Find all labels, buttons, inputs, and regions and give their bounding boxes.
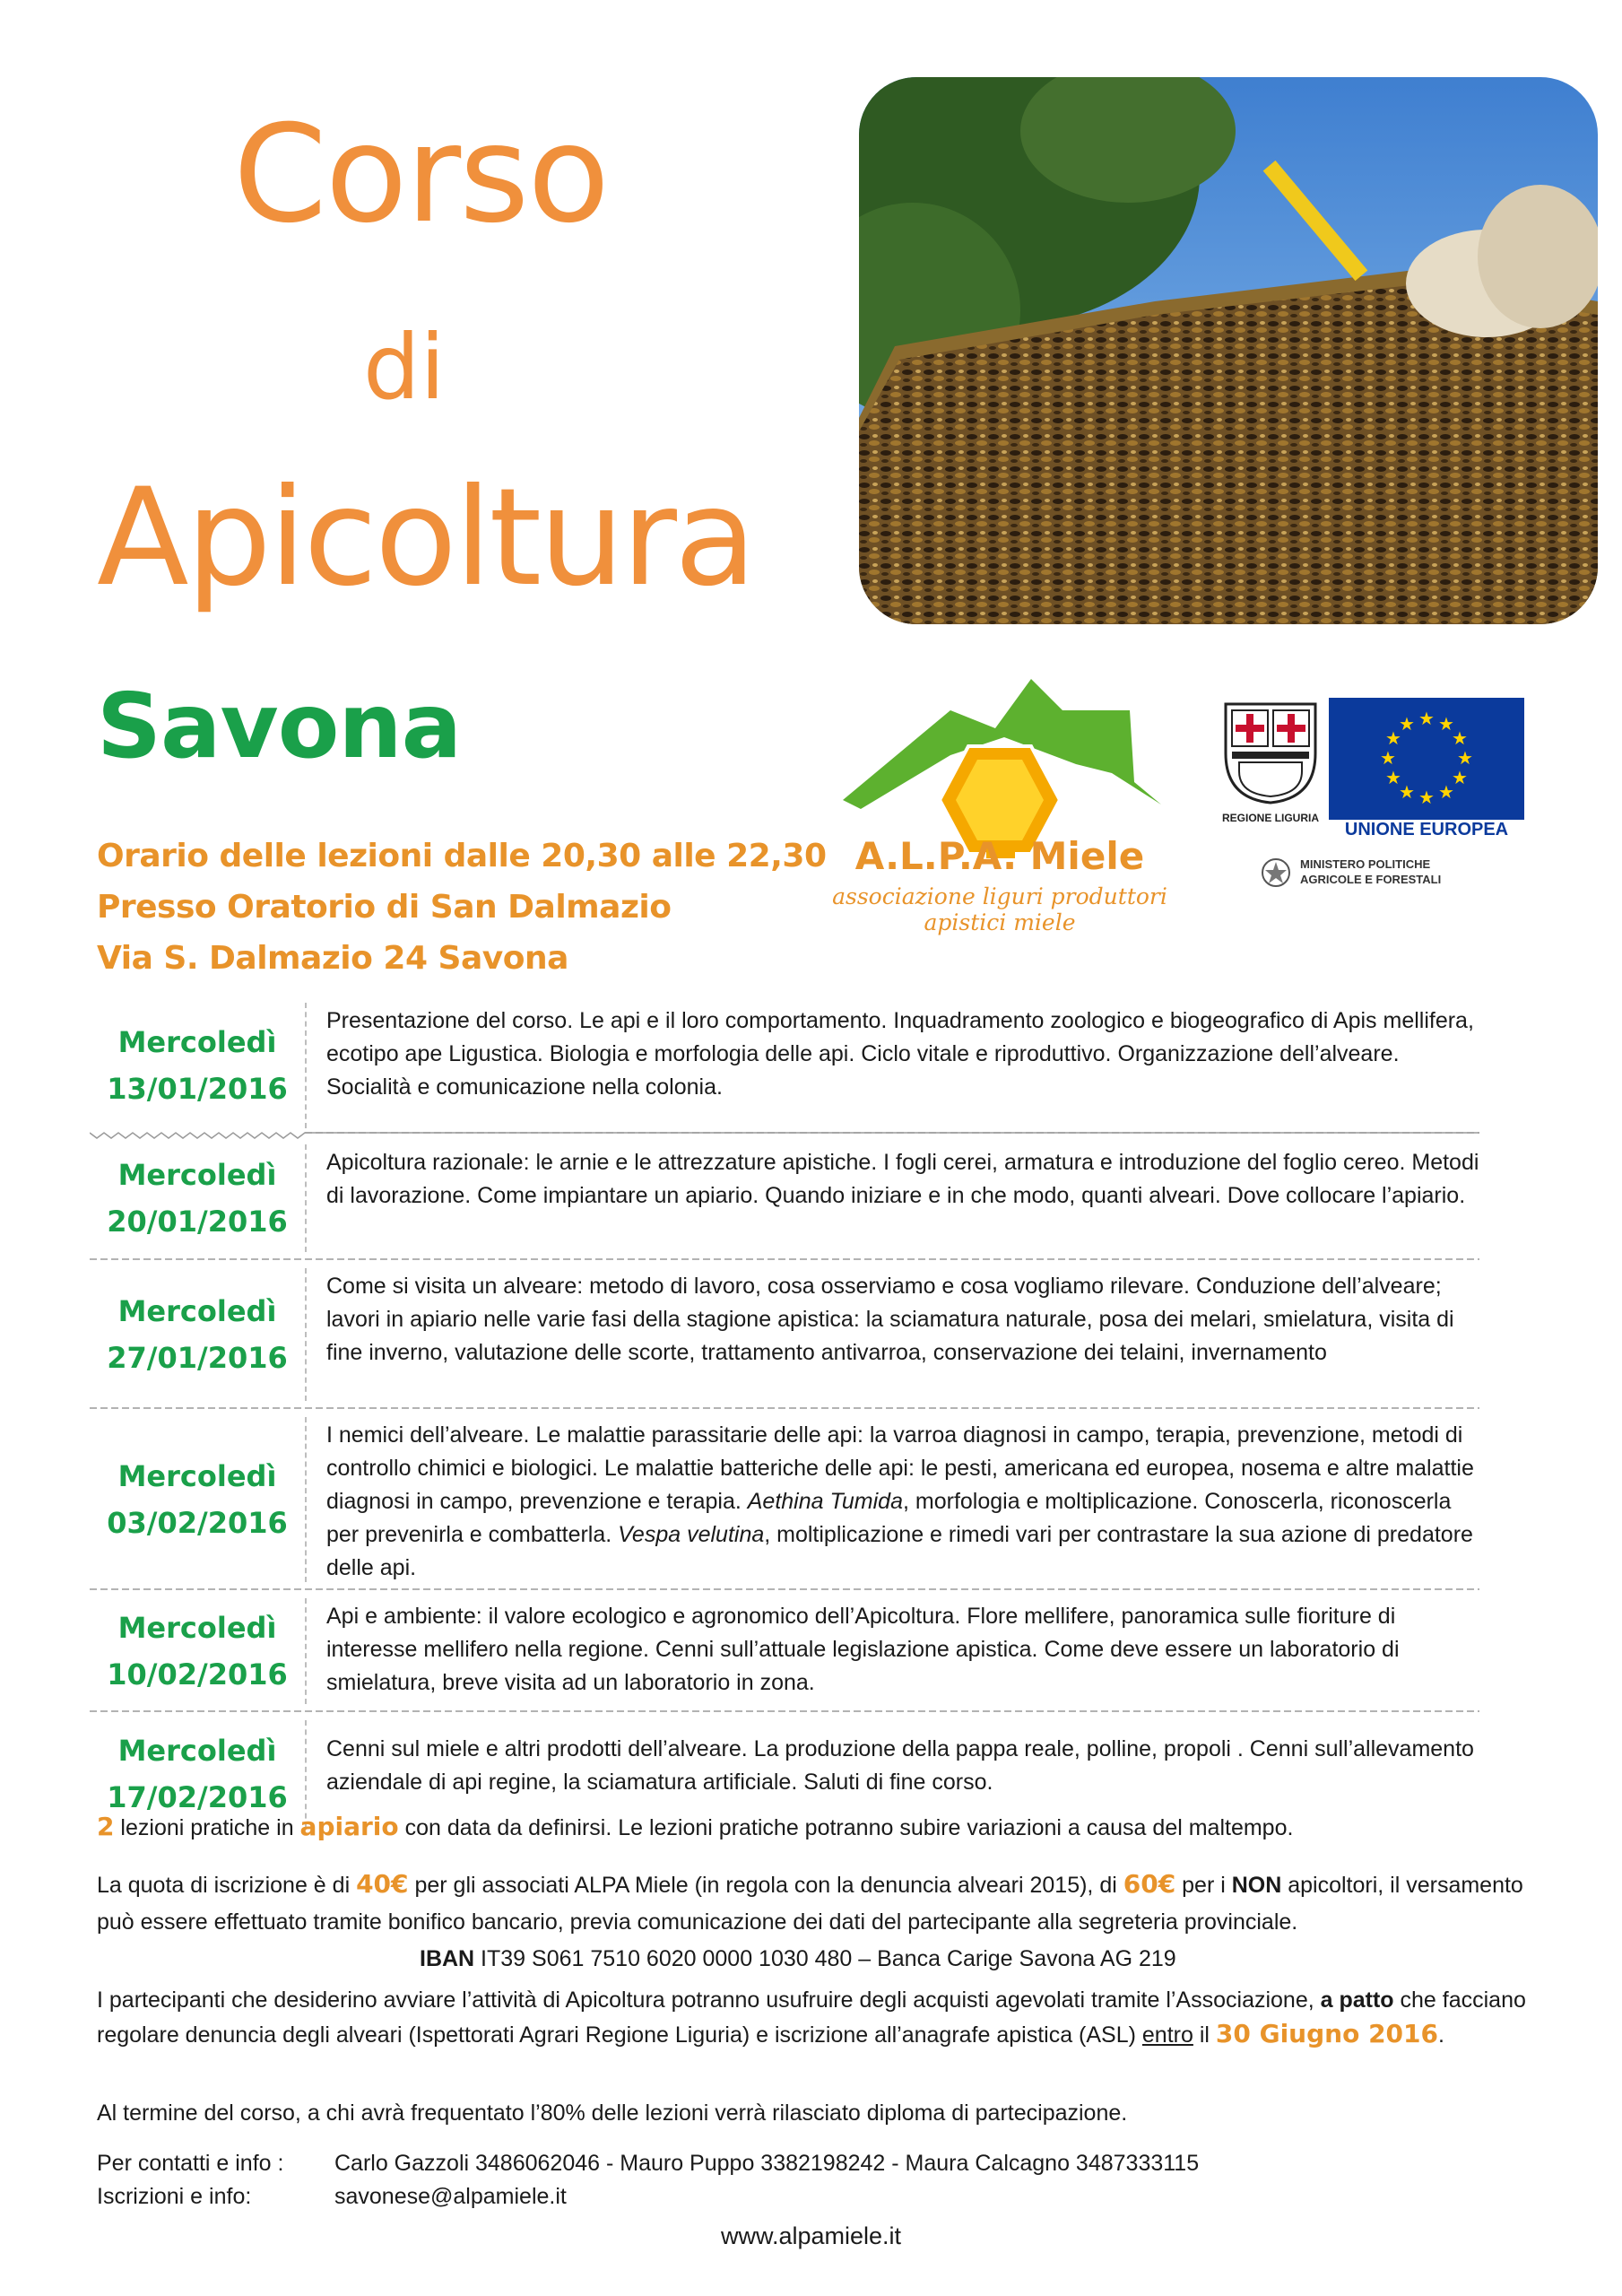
svg-text:★: ★	[1438, 713, 1454, 735]
lesson-row	[90, 1417, 1479, 1582]
lesson-day: Mercoledì	[117, 1025, 277, 1059]
svg-text:★: ★	[1452, 767, 1468, 788]
lesson-day: Mercoledì	[117, 1459, 277, 1493]
fee-text-3: per i	[1175, 1873, 1232, 1898]
svg-text:★: ★	[1380, 747, 1396, 769]
lesson-row	[90, 1268, 1479, 1401]
eu-flag-icon	[1329, 698, 1524, 820]
wavy-divider	[90, 1707, 1479, 1716]
fee-text-1: La quota di iscrizione è di	[97, 1873, 357, 1898]
lesson-text-species: Vespa velutina	[618, 1522, 765, 1547]
lesson-description: Presentazione del corso. Le api e il loro comportamento. Inquadramento zoologico e biogeografico di Apis mellifera, ecotipo ape Ligustica. Biologia e morfologia delle api. Ciclo vitale e riproduttivo. Organizzazione dell’alveare. Socialità e comunicazione nella colonia.	[305, 1003, 1479, 1128]
participants-text-2: che facciano regolare denuncia degli alveari (Ispettorati Agrari Regione Liguria) e iscrizione all’anagrafe apistica (ASL)	[97, 1987, 1526, 2048]
practical-text-2: con data da definirsi. Le lezioni pratiche potranno subire variazioni a causa del maltempo.	[398, 1815, 1294, 1840]
registration-email[interactable]: savonese@alpamiele.it	[334, 2184, 567, 2209]
participants-entro: entro	[1141, 2022, 1193, 2048]
lesson-text-part: , moltiplicazione e rimedi vari per contrastare la sua azione di predatore delle api.	[326, 1522, 1473, 1580]
wavy-divider	[90, 1404, 1479, 1413]
lesson-day: Mercoledì	[117, 1611, 277, 1645]
lesson-text-species: Aethina Tumida	[747, 1489, 903, 1514]
fee-price-others: 60€	[1123, 1869, 1176, 1899]
regione-liguria-shield-icon	[1221, 700, 1320, 805]
fee-price-members: 40€	[356, 1869, 409, 1899]
lesson-date	[90, 1144, 305, 1252]
practical-place: apiario	[299, 1812, 399, 1841]
lesson-date	[90, 1003, 305, 1128]
contacts-row	[97, 2147, 1549, 2180]
lesson-row	[90, 1003, 1479, 1128]
iban-value: IT39 S061 7510 6020 0000 1030 480 – Banca Carige Savona AG 219	[474, 1946, 1176, 1971]
participants-text-4: .	[1438, 2022, 1444, 2048]
lesson-date-value: 20/01/2016	[107, 1205, 288, 1239]
ministry-label	[1300, 857, 1479, 887]
lesson-date-value: 10/02/2016	[107, 1657, 288, 1692]
lesson-date-value: 27/01/2016	[107, 1341, 288, 1375]
wavy-divider	[90, 1585, 1479, 1594]
ministry-emblem-icon	[1260, 857, 1292, 889]
practical-lessons-note	[97, 1810, 1549, 1845]
svg-text:★: ★	[1399, 713, 1415, 735]
alpa-miele-subtitle: associazione liguri produttori apistici miele	[832, 883, 1167, 935]
lesson-day: Mercoledì	[117, 1294, 277, 1328]
lesson-date-value: 03/02/2016	[107, 1506, 288, 1540]
ministry-label-line2: AGRICOLE E FORESTALI	[1300, 873, 1442, 886]
lesson-date	[90, 1598, 305, 1704]
title-line-di: di	[363, 315, 446, 420]
svg-text:★: ★	[1385, 727, 1401, 749]
svg-text:★: ★	[1438, 781, 1454, 803]
info-venue: Presso Oratorio di San Dalmazio	[97, 889, 672, 926]
participants-bold: a patto	[1320, 1987, 1394, 2013]
lesson-date	[90, 1417, 305, 1582]
alpa-miele-name: A.L.P.A. Miele	[854, 834, 1145, 878]
website-link[interactable]: www.alpamiele.it	[720, 2222, 902, 2249]
lesson-row	[90, 1144, 1479, 1252]
lesson-schedule	[90, 1003, 1479, 1828]
registration-label: Iscrizioni e info:	[97, 2184, 252, 2209]
contacts-value: Carlo Gazzoli 3486062046 - Mauro Puppo 3382198242 - Maura Calcagno 3487333115	[334, 2151, 1200, 2176]
lesson-text-part: , morfologia e moltiplicazione. Conoscerla, riconoscerla per prevenirla e combatterla.	[326, 1489, 1452, 1547]
city-title: Savona	[97, 674, 462, 778]
fee-text-2: per gli associati ALPA Miele (in regola con la denuncia alveari 2015), di	[408, 1873, 1123, 1898]
lesson-date-value: 17/02/2016	[107, 1780, 288, 1814]
participants-text-1: I partecipanti che desiderino avviare l’attività di Apicoltura potranno usufruire degli acquisti agevolati tramite l’Associazione,	[97, 1987, 1321, 2013]
svg-text:★: ★	[1418, 787, 1435, 808]
regione-liguria-label: REGIONE LIGURIA	[1221, 812, 1319, 824]
svg-text:★: ★	[1452, 727, 1468, 749]
contacts-block	[97, 2147, 1549, 2213]
lesson-description: Api e ambiente: il valore ecologico e agronomico dell’Apicoltura. Flore mellifere, panoramica sulle fioriture di interesse mellifero nella regione. Cenni sull’attuale legislazione apistica. Come deve essere un laboratorio di smielatura, breve visita ad un laboratorio in zona.	[305, 1598, 1479, 1704]
info-address: Via S. Dalmazio 24 Savona	[97, 940, 568, 977]
iban-label: IBAN	[420, 1946, 475, 1971]
lesson-day: Mercoledì	[117, 1158, 277, 1192]
lesson-description: Come si visita un alveare: metodo di lavoro, cosa osserviamo e cosa vogliamo rilevare. Conduzione dell’alveare; lavori in apiario nelle varie fasi della stagione apistica: la sciamatura naturale, posa dei melari, smielatura, visita di fine inverno, valutazione delle scorte, trattamento antivarroa, conservazione dei telaini, invernamento	[305, 1268, 1479, 1401]
fee-non: NON	[1231, 1873, 1282, 1898]
lesson-description: Apicoltura razionale: le arnie e le attrezzature apistiche. I fogli cerei, armatura e introduzione del foglio cereo. Metodi di lavorazione. Come impiantare un apiario. Quando iniziare e in che modo, quanti alveari. Dove collocare l’apiario.	[305, 1144, 1479, 1252]
svg-text:★: ★	[1418, 708, 1435, 729]
ministry-label-line1: MINISTERO POLITICHE	[1300, 857, 1431, 871]
wavy-divider	[90, 1131, 1479, 1140]
lesson-row	[90, 1598, 1479, 1704]
registration-row	[97, 2180, 1549, 2213]
beehive-photo	[859, 77, 1598, 624]
participants-deadline: 30 Giugno 2016	[1215, 2019, 1439, 2048]
participants-text-3: il	[1193, 2022, 1216, 2048]
participants-paragraph	[97, 1984, 1549, 2052]
svg-text:★: ★	[1457, 747, 1473, 769]
lesson-day: Mercoledì	[117, 1734, 277, 1768]
wavy-divider	[90, 1255, 1479, 1264]
lesson-description	[305, 1417, 1479, 1582]
lesson-date	[90, 1268, 305, 1401]
practical-count: 2	[97, 1812, 115, 1841]
fee-paragraph	[97, 1866, 1549, 1978]
eu-label: UNIONE EUROPEA	[1344, 820, 1509, 839]
svg-text:★: ★	[1399, 781, 1415, 803]
lesson-date-value: 13/01/2016	[107, 1072, 288, 1106]
diploma-note: Al termine del corso, a chi avrà frequentato l’80% delle lezioni verrà rilasciato diploma di partecipazione.	[97, 2100, 1128, 2126]
title-line-apicoltura: Apicoltura	[97, 460, 754, 616]
svg-text:★: ★	[1385, 767, 1401, 788]
contacts-label: Per contatti e info :	[97, 2151, 284, 2176]
title-line-corso: Corso	[233, 97, 609, 253]
fee-text-4: apicoltori, il versamento può essere effettuato tramite bonifico bancario, previa comunicazione dei dati del partecipante alla segreteria provinciale.	[97, 1873, 1523, 1935]
lesson-text-part: I nemici dell’alveare. Le malattie parassitarie delle api: la varroa diagnosi in campo, terapia, prevenzione, metodi di controllo chimici e biologici. Le malattie batteriche delle api: le pesti, americana ed europea, nosema e altre malattie diagnosi in campo, prevenzione e terapia.	[326, 1422, 1474, 1514]
info-schedule-time: Orario delle lezioni dalle 20,30 alle 22,30	[97, 838, 827, 874]
practical-text-1: lezioni pratiche in	[114, 1815, 300, 1840]
lesson-description: Cenni sul miele e altri prodotti dell’alveare. La produzione della pappa reale, polline, propoli . Cenni sull’allevamento aziendale di api regine, la sciamatura artificiale. Saluti di fine corso.	[305, 1720, 1479, 1828]
